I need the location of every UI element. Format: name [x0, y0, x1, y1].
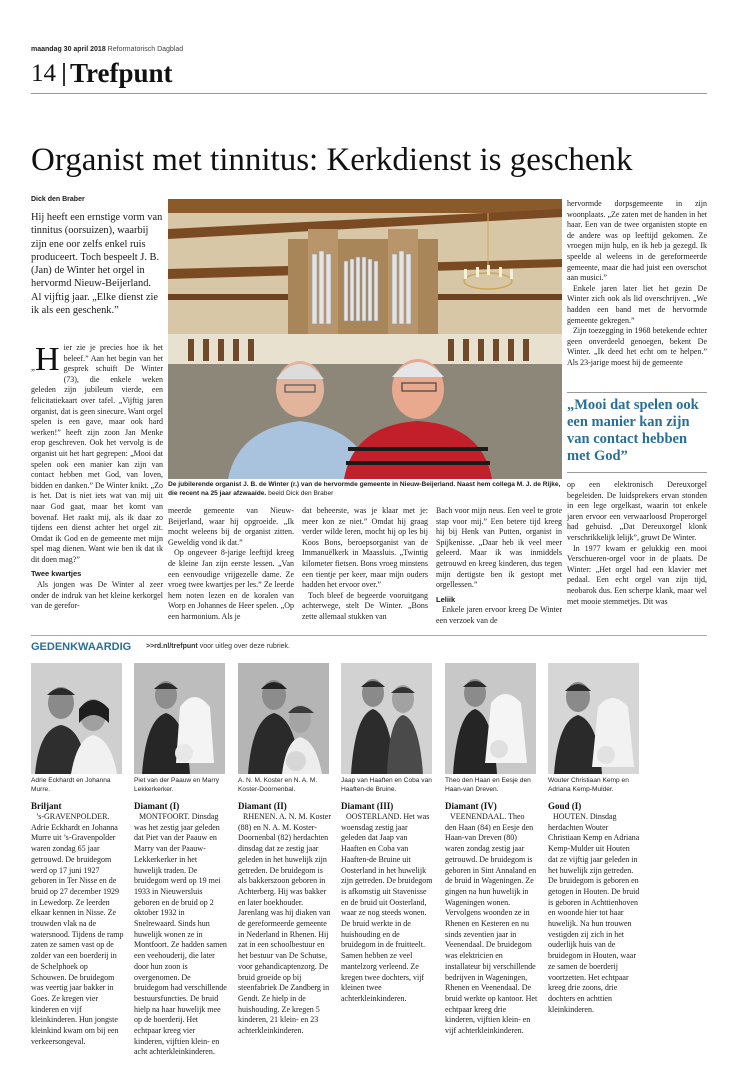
article-lead: Hij heeft een ernstige vorm van tinnitus (oorsuizen), waarbij zijn ene oor zelfs enkel ruis produceert. Toch bespeelt J. B. (Jan) de Winter het orgel in hervormd Nieuw-Beijerland. Al vijftig jaar. „Elke dienst zie ik als een geschenk.” — [31, 212, 163, 317]
wedding-photo — [341, 663, 432, 774]
paragraph: Toch bleef de begeerde vooruitgang achterwege, stelt De Winter. „Bons zette allemaal stukken van — [302, 590, 428, 621]
anniversary-text — [548, 812, 641, 1015]
paragraph: Als jongen was De Winter al zeer onder de indruk van het kleine kerkorgel van de gerefor- — [31, 580, 163, 611]
wedding-photo — [548, 663, 639, 774]
couple-portrait — [238, 663, 329, 774]
subheading: Twee kwartjes — [31, 569, 82, 579]
photo-caption: De jubilerende organist J. B. de Winter (r.) van de hervormde gemeente in Nieuw-Beijerland. Naast hem collega M. J. de Rijke, die recent na 25 jaar afzwaaide. beeld Dick den Braber — [168, 481, 561, 497]
page-number: 14 — [31, 60, 56, 87]
byline: Dick den Braber — [31, 196, 85, 203]
gedenkwaardig-rule — [31, 635, 707, 636]
gedenkwaardig-title: GEDENKWAARDIG — [31, 641, 132, 653]
wedding-caption: Piet van der Paauw en Marry Lekkerkerker. — [134, 777, 220, 793]
anniversary-text — [134, 812, 227, 1058]
subheading: Leliik — [436, 594, 456, 604]
couple-portrait — [341, 663, 432, 774]
anniversary-text — [341, 812, 434, 1005]
paragraph: Zijn toezegging in 1968 betekende echter geen onverdeeld genoegen, bekent De Winter. „Ik deed het echt om te helpen.” Als 23-jarige moest hij de gemeente — [567, 326, 707, 367]
gedenkwaardig-link[interactable]: >>rd.nl/trefpunt voor uitleg over deze rubriek. — [146, 643, 290, 650]
wedding-caption: Jaap van Haaften en Coba van Haaften-de Bruine. — [341, 777, 432, 793]
paragraph: Op ongeveer 8-jarige leeftijd kreeg de kleine Jan zijn eerste lessen. „Van een eenvoudige vrijgezelle dame. Ze vroeg twee kwartjes per les.” Ze leerde hem noten lezen en de koralen van Worp en Johannes de Heer spelen. „Op een harmonium. Als je — [168, 548, 294, 621]
article-column-3 — [302, 506, 428, 623]
wedding-photo — [134, 663, 225, 774]
drop-cap: „H — [31, 341, 60, 378]
header-rule — [31, 93, 707, 94]
paragraph: Enkele jaren later liet het gezin De Winter zich ook als lid overschrijven. „We hadden een band met de hervormde gemeente gekregen.” — [567, 283, 707, 325]
anniversary-text — [238, 812, 331, 1037]
article-headline: Organist met tinnitus: Kerkdienst is geschenk — [31, 142, 633, 178]
wedding-photo — [445, 663, 536, 774]
quote-rule-bottom — [567, 472, 707, 473]
paragraph: hervormde dorpsgemeente in zijn woonplaats. „Ze zaten met de handen in het haar. Een van de twee organisten stopte en de andere was op leeftijd gekomen. Ze vroegen mijn hulp, en ik heb ja gezegd. Ik speelde al weleens in de gereformeerde gemeente, maar die had juist een overschot aan musici.” — [567, 199, 707, 283]
anniversary-text — [31, 812, 124, 1047]
article-column-5 — [567, 199, 707, 369]
paragraph: meerde gemeente van Nieuw-Beijerland, waar hij opgroeide. „Ik mocht weleens bij de organist zitten. Geweldig vond ik dat.” — [168, 506, 294, 547]
article-column-2 — [168, 506, 294, 623]
page-date-line: maandag 30 april 2018 Reformatorisch Dagblad — [31, 46, 184, 53]
paragraph: Enkele jaren ervoor kreeg De Winter een verzoek van de — [436, 605, 562, 625]
wedding-photo — [238, 663, 329, 774]
couple-portrait — [31, 663, 122, 774]
quote-rule-top — [567, 392, 707, 393]
anniversary-type: Briljant — [31, 801, 62, 811]
header-divider — [63, 63, 65, 86]
paragraph: dat beheerste, was je klaar met je: meer kon ze niet.” Omdat hij graag verder wilde leren, mocht hij op les bij Koos Bons, beroepsorganist van de Immanuëlkerk in Maassluis. „Twintig kilometer fietsen. Bons vroeg minstens een tientje per keer, maar mijn ouders hadden het ervoor over.” — [302, 506, 428, 590]
couple-portrait — [134, 663, 225, 774]
organ-photo-illustration — [168, 199, 562, 479]
anniversary-type: Diamant (III) — [341, 801, 394, 811]
article-column-4 — [436, 506, 562, 627]
paragraph: OOSTERLAND. Het was woensdag zestig jaar geleden dat Jaap van Haaften en Coba van Haaften-de Bruine uit Oosterland in het huwelijk zijn getreden. De bruidegom is afkomstig uit Stavenisse en de bruid uit Oosterland, waar ze nog steeds wonen. De bruid werkte in de huishouding en de bruidegom in de fruitteelt. Samen hebben ze veel mantelzorg verleend. Ze kregen twee dochters, vijf kleinen twee achterkleinkinderen. — [341, 812, 433, 1003]
paragraph: RHENEN. A. N. M. Koster (88) en N. A. M. Koster-Doornenbal (82) herdachten dinsdag dat ze zestig jaar geleden in het huwelijk zijn getreden. De bruidegom is als bakkerszoon geboren in Achterberg. Hij was bakker en later boekhouder. Jarenlang was hij diaken van de gereformeerde gemeente in Nederland in Rhenen. Hij zat in een schoolbestuur en het bestuur van De Schutse, voor gehandicaptenzorg. De bruid groeide op bij steenfabriek De Zandberg in Gendt. Ze hielp in de huishouding. Ze kregen 5 kinderen, 21 klein- en 23 achterkleinkinderen. — [238, 812, 331, 1036]
article-column-1 — [31, 343, 163, 612]
article-column-5-continued — [567, 480, 707, 607]
anniversary-type: Diamant (IV) — [445, 801, 497, 811]
paragraph: MONTFOORT. Dinsdag was het zestig jaar geleden dat Piet van der Paauw en Marry van der Paauw-Lekkerkerker in het huwelijk traden. De bruidegom werd op 19 mei 1933 in Nieuwersluis geboren en de bruid op 2 oktober 1932 in Snelrewaard. Sinds hun huwelijk wonen ze in Montfoort. Ze hadden samen een veehouderij, die later door hun zoon is overgenomen. De bruidegom had verschillende bestuursfuncties. De bruid hielp na haar huwelijk mee op de boerderij. Het echtpaar kreeg vier kinderen, vijftien klein- en acht achterkleinkinderen. — [134, 812, 227, 1057]
couple-portrait — [445, 663, 536, 774]
wedding-photo — [31, 663, 122, 774]
article-photo — [168, 199, 562, 479]
wedding-caption: Adrie Eckhardt en Johanna Murre. — [31, 777, 111, 793]
wedding-caption: Theo den Haan en Eesje den Haan-van Dreven. — [445, 777, 531, 793]
paragraph: In 1977 kwam er gelukkig een mooi Verschueren-orgel voor in de plaats. De Winter: „Het orgel had een klavier met pedaal. Een echt orgel van zijn tijd, neobarok dus. Een scherpe klank, maar wel met mooie stemmetjes. Dit was — [567, 543, 707, 606]
paragraph: Bach voor mijn neus. Een veel te grote stap voor mij.” Een betere tijd kreeg hij bij Henk van Putten, organist in Spijkenisse. „Daar heb ik veel meer geleerd. Maar ik was inmiddels getrouwd en kreeg kinderen, dus tegen mijn dertigste ben ik gestopt met orgellessen.” — [436, 506, 562, 590]
paragraph: ier zie je precies hoe ik het beleef.” Aan het begin van het gesprek schuift De Winter (73), die enkele weken geleden zijn jubileum vierde, een felicitatiekaart over tafel. „Vijftig jaren organist, dat is geen sinecure. Want orgel spelen is een gave, maar ook hard werken!” heeft zijn zoon Jan Menke erop geschreven. Ook het vervolg is de organist uit het hart gegrepen: „Mooi dat spelen ook een manier kan zijn van contact hebben met God, van loven, bidden en danken.” De Winter knikt. „Zo is het. Dat is niet iets wat van mij uit naar God gaat, maar het komt van bovenaf. Het raakt mij, als ik daar zo tijdens een dienst achter het orgel zit. Omdat ik God en de gemeente met mijn spel mag dienen. Want wie ben ik dat ik dit doen mag?” — [31, 343, 163, 564]
paragraph: VEENENDAAL. Theo den Haan (84) en Eesje den Haan-van Dreven (80) waren zondag zestig jaar getrouwd. De bruidegom is geboren in Sint Annaland en de bruid in Wageningen. Ze gingen na hun huwelijk in Wageningen wonen. Vervolgens woonden ze in Rhenen en Kesteren en nu sinds zeventien jaar in Veenendaal. De bruidegom was elektricien en installateur bij verschillende bedrijven in Wageningen, Rhenen en Veenendaal. De bruid werkte op kantoor. Het echtpaar kreeg drie kinderen, vijftien klein- en vijf achterkleinkinderen. — [445, 812, 538, 1036]
couple-portrait — [548, 663, 639, 774]
paragraph: HOUTEN. Dinsdag herdachten Wouter Christiaan Kemp en Adriana Kemp-Mulder uit Houten dat ze vijftig jaar geleden in het huwelijk zijn getreden. De bruidegom is geboren en getogen in Houten. De bruid is geboren in Achttienhoven en woonde hier tot haar huwelijk. Na hun trouwen vestigden zij zich in het ouderlijk huis van de bruidegom in Houten, waar ze samen de boerderij voortzetten. Het echtpaar kreeg drie zoons, drie dochters en achttien kleinkinderen. — [548, 812, 640, 1014]
anniversary-type: Diamant (I) — [134, 801, 180, 811]
wedding-caption: A. N. M. Koster en N. A. M. Koster-Doornenbal. — [238, 777, 318, 793]
anniversary-type: Diamant (II) — [238, 801, 287, 811]
pull-quote: „Mooi dat spelen ook een manier kan zijn van contact hebben met God” — [567, 397, 699, 464]
anniversary-type: Goud (I) — [548, 801, 582, 811]
anniversary-text — [445, 812, 538, 1037]
paragraph: op een elektronisch Dereuxorgel begeleiden. De luidsprekers ervan stonden in een lege orgelkast, waarin tot enkele jaren ervoor een verwaarloosd Properorgel had gehuisd. „Dat Dereuxorgel klonk verschrikkelijk lelijk”, gruwt De Winter. — [567, 480, 707, 542]
paragraph: ’s-GRAVENPOLDER. Adrie Eckhardt en Johanna Murre uit ’s-Gravenpolder waren zondag 65 jaar getrouwd. De bruidegom werd op 17 juni 1927 geboren in Ter Nisse en de bruid op 27 december 1929 in Lewedorp. Ze leerden elkaar kennen in Nisse. Ze trouwden vlak na de watersnood. Tijdens de ramp zaten ze samen vast op de zolder van een boerderij in de Schelphoek op Schouwen. De bruidegom was veertig jaar bakker in Goes. Ze kregen vier kinderen en vijf kleinkinderen. Hun jongste kleinkind kwam om bij een verkeersongeval. — [31, 812, 124, 1046]
section-title: Trefpunt — [70, 58, 173, 88]
wedding-caption: Wouter Christiaan Kemp en Adriana Kemp-Mulder. — [548, 777, 629, 793]
